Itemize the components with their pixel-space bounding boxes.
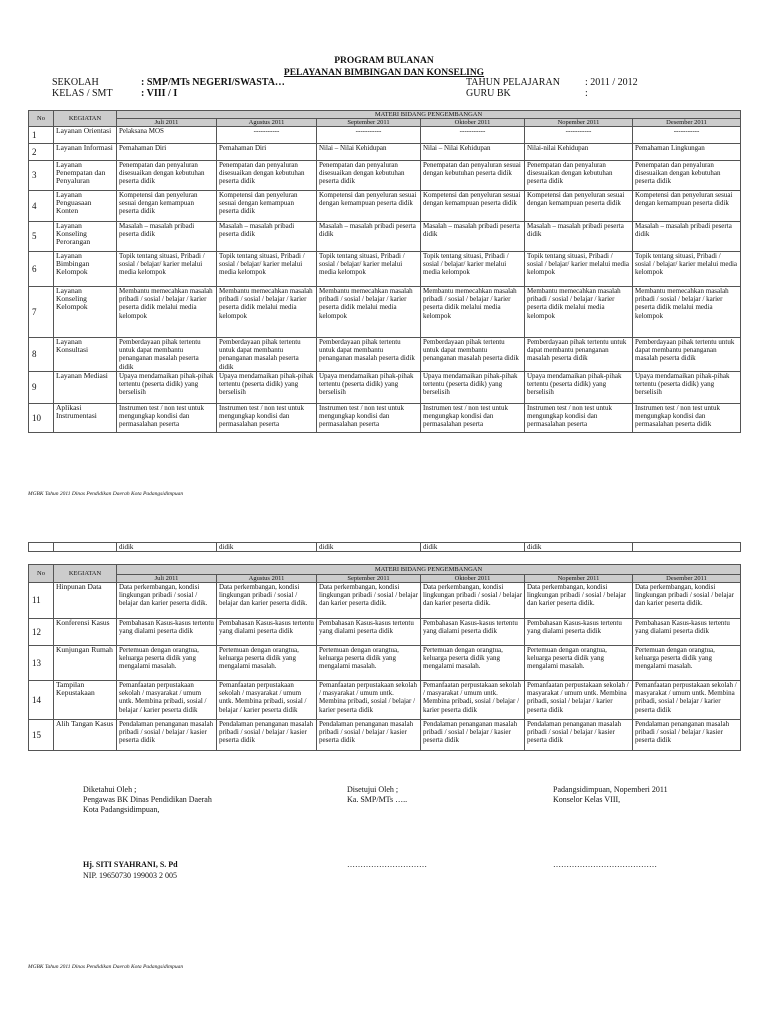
materi-cell: Pelaksana MOS: [117, 127, 217, 144]
materi-cell: Data perkembangan, kondisi lingkungan pribadi / sosial / belajar dan karier peserta didik.: [633, 583, 741, 619]
kegiatan-cell: Layanan Informasi: [54, 144, 117, 161]
sig-right-block: [553, 785, 668, 805]
table-row: [29, 681, 741, 720]
overflow-cell: [633, 543, 741, 552]
materi-cell: Topik tentang situasi, Pribadi / sosial / belajar/ karier melalui media kelompok: [421, 252, 525, 287]
materi-cell: Pemanfaatan perpustakaan sekolah / masyarakat / umum untk. Membina pribadi, sosial / belajar / karier peserta didik: [633, 681, 741, 720]
kegiatan-cell: Tampilan Kepustakaan: [54, 681, 117, 720]
kegiatan-cell: Aplikasi Instrumentasi: [54, 403, 117, 432]
materi-cell: Pemberdayaan pihak tertentu untuk dapat membantu penanganan masalah peserta didik: [421, 338, 525, 372]
materi-cell: Pemahaman Lingkungan: [633, 144, 741, 161]
row-number: 1: [29, 127, 54, 144]
materi-cell: Pertemuan dengan orangtua, keluarga peserta didik yang mengalami masalah.: [317, 646, 421, 681]
materi-cell: Pembahasan Kasus-kasus tertentu yang dialami peserta didik: [421, 619, 525, 646]
materi-cell: Membantu memecahkan masalah pribadi / sosial / belajar / karier peserta didik melalui media kelompok: [633, 287, 741, 338]
header-month: Nopember 2011: [525, 119, 633, 127]
materi-cell: Pemahaman Diri: [217, 144, 317, 161]
table-row: [29, 161, 741, 191]
signer-nip: NIP. 19650730 199003 2 005: [83, 871, 178, 880]
row-number: 13: [29, 646, 54, 681]
materi-cell: Instrumen test / non test untuk mengungkap kondisi dan permasalahan peserta: [117, 403, 217, 432]
table-row: [29, 583, 741, 619]
header-month: Agustus 2011: [217, 575, 317, 583]
materi-cell: Penempatan dan penyaluran disesuaikan dengan kebutuhan peserta didik: [525, 161, 633, 191]
materi-cell: Nilai-nilai Kehidupan: [525, 144, 633, 161]
materi-cell: Pendalaman penanganan masalah pribadi / sosial / belajar / kasier peserta didik: [317, 720, 421, 751]
overflow-cell: [54, 543, 117, 552]
row-number: 11: [29, 583, 54, 619]
materi-cell: Pembahasan Kasus-kasus tertentu yang dialami peserta didik: [633, 619, 741, 646]
kegiatan-cell: Layanan Penguasaan Konten: [54, 191, 117, 222]
materi-cell: Membantu memecahkan masalah pribadi / sosial / belajar / karier peserta didik melalui media kelompok: [117, 287, 217, 338]
row-number: 6: [29, 252, 54, 287]
overflow-cell: didik: [421, 543, 525, 552]
materi-cell: Pertemuan dengan orangtua, keluarga peserta didik yang mengalami masalah.: [117, 646, 217, 681]
materi-cell: Penempatan dan penyaluran disesuaikan dengan kebutuhan peserta didik: [117, 161, 217, 191]
materi-cell: Pendalaman penanganan masalah pribadi / sosial / belajar / kasier peserta didik: [421, 720, 525, 751]
materi-cell: Data perkembangan, kondisi lingkungan pribadi / sosial / belajar dan karier peserta didik.: [217, 583, 317, 619]
row-number: 15: [29, 720, 54, 751]
materi-cell: Pendalaman penanganan masalah pribadi / sosial / belajar / kasier peserta didik: [117, 720, 217, 751]
sig-left-block: [83, 785, 212, 815]
sig-mid-dots: …………………………: [347, 860, 427, 869]
table-row: [29, 252, 741, 287]
header-month: Juli 2011: [117, 119, 217, 127]
doc-subtitle: PELAYANAN BIMBINGAN DAN KONSELING: [283, 68, 485, 78]
materi-cell: -----------: [421, 127, 525, 144]
header-materi: MATERI BIDANG PENGEMBANGAN: [117, 565, 741, 575]
overflow-cell: didik: [525, 543, 633, 552]
row-number: 2: [29, 144, 54, 161]
materi-cell: Pemberdayaan pihak tertentu untuk dapat membantu penanganan masalah peserta didik: [317, 338, 421, 372]
table-row: [29, 619, 741, 646]
row-number: 5: [29, 222, 54, 252]
sekolah-value: : SMP/MTs NEGERI/SWASTA…: [141, 77, 285, 88]
row-number: 12: [29, 619, 54, 646]
table-row: [29, 646, 741, 681]
materi-cell: Masalah – masalah pribadi peserta didik: [317, 222, 421, 252]
materi-cell: Pemanfaatan perpustakaan sekolah / masyarakat / umum untk. Membina pribadi, sosial / belajar / karier peserta didik: [217, 681, 317, 720]
header-no: No: [29, 565, 54, 583]
sig-left-line2: Pengawas BK Dinas Pendidikan Daerah: [83, 795, 212, 804]
materi-cell: Pemahaman Diri: [117, 144, 217, 161]
materi-cell: Pemberdayaan pihak tertentu untuk dapat membantu penanganan masalah peserta didik: [525, 338, 633, 372]
materi-cell: Topik tentang situasi, Pribadi / sosial / belajar/ karier melalui media kelompok: [217, 252, 317, 287]
sig-mid-line2: Ka. SMP/MTs …..: [347, 795, 408, 804]
table-row: [29, 127, 741, 144]
materi-cell: Topik tentang situasi, Pribadi / sosial / belajar/ karier melalui media kelompok: [525, 252, 633, 287]
header-month: Oktober 2011: [421, 119, 525, 127]
materi-cell: Data perkembangan, kondisi lingkungan pribadi / sosial / belajar dan karier peserta didik.: [421, 583, 525, 619]
table-row: [29, 191, 741, 222]
kegiatan-cell: Layanan Bimbingan Kelompok: [54, 252, 117, 287]
signer-name: Hj. SITI SYAHRANI, S. Pd: [83, 860, 178, 869]
materi-cell: Membantu memecahkan masalah pribadi / sosial / belajar / karier peserta didik melalui media kelompok: [317, 287, 421, 338]
tahun-value: : 2011 / 2012: [585, 77, 638, 88]
materi-cell: Topik tentang situasi, Pribadi / sosial / belajar/ karier melalui media kelompok: [117, 252, 217, 287]
header-month: Oktober 2011: [421, 575, 525, 583]
kegiatan-cell: Layanan Konseling Perorangan: [54, 222, 117, 252]
sig-right-line1: Padangsidimpuan, Nopemberi 2011: [553, 785, 668, 794]
header-month: Desember 2011: [633, 119, 741, 127]
table-row: [29, 720, 741, 751]
header-month: September 2011: [317, 575, 421, 583]
materi-cell: Pemberdayaan pihak tertentu untuk dapat membantu penanganan masalah peserta didik: [117, 338, 217, 372]
sig-right-line2: Konselor Kelas VIII,: [553, 795, 621, 804]
table-row: [29, 403, 741, 432]
materi-cell: Pembahasan Kasus-kasus tertentu yang dialami peserta didik: [317, 619, 421, 646]
materi-cell: Pertemuan dengan orangtua, keluarga peserta didik yang mengalami masalah.: [633, 646, 741, 681]
materi-cell: Kompetensi dan penyeluran sesuai dengan kemampuan peserta didik: [117, 191, 217, 222]
materi-cell: Kompetensi dan penyeluran sesuai dengan kemampuan peserta didik: [525, 191, 633, 222]
overflow-cell: didik: [217, 543, 317, 552]
header-no: No: [29, 111, 54, 127]
materi-cell: Kompetensi dan penyeluran sesuai dengan kemampuan peserta didik: [633, 191, 741, 222]
sig-mid-line1: Disetujui Oleh ;: [347, 785, 399, 794]
row-number: 3: [29, 161, 54, 191]
materi-cell: Instrumen test / non test untuk mengungkap kondisi dan permasalahan peserta: [525, 403, 633, 432]
materi-cell: Membantu memecahkan masalah pribadi / sosial / belajar / karier peserta didik melalui media kelompok: [525, 287, 633, 338]
table-row: [29, 144, 741, 161]
sig-left-line3: Kota Padangsidimpuan,: [83, 805, 160, 814]
materi-cell: Pertemuan dengan orangtua, keluarga peserta didik yang mengalami masalah.: [525, 646, 633, 681]
materi-cell: Kompetensi dan penyeluran sesuai dengan kemampuan peserta didik: [421, 191, 525, 222]
overflow-cell: didik: [117, 543, 217, 552]
materi-cell: Instrumen test / non test untuk mengungkap kondisi dan permasalahan peserta: [217, 403, 317, 432]
materi-cell: Membantu memecahkan masalah pribadi / sosial / belajar / karier peserta didik melalui media kelompok: [421, 287, 525, 338]
table-row: [29, 222, 741, 252]
row-number: 4: [29, 191, 54, 222]
materi-cell: Penempatan dan penyaluran disesuaikan dengan kebutuhan peserta didik: [633, 161, 741, 191]
materi-cell: Data perkembangan, kondisi lingkungan pribadi / sosial / belajar dan karier peserta didik.: [317, 583, 421, 619]
header-month: Agustus 2011: [217, 119, 317, 127]
materi-cell: Kompetensi dan penyeluran sesuai dengan kemampuan peserta didik: [317, 191, 421, 222]
materi-cell: Penempatan dan penyaluran disesuaikan dengan kebutuhan peserta didik: [317, 161, 421, 191]
materi-cell: Pendalaman penanganan masalah pribadi / sosial / belajar / kasier peserta didik: [633, 720, 741, 751]
materi-cell: Masalah – masalah pribadi peserta didik: [525, 222, 633, 252]
materi-cell: Data perkembangan, kondisi lingkungan pribadi / sosial / belajar dan karier peserta didik.: [117, 583, 217, 619]
materi-cell: Pemberdayaan pihak tertentu untuk dapat membantu penanganan masalah peserta didik: [217, 338, 317, 372]
materi-cell: Topik tentang situasi, Pribadi / sosial / belajar/ karier melalui media kelompok: [633, 252, 741, 287]
header-kegiatan: KEGIATAN: [54, 565, 117, 583]
materi-cell: -----------: [217, 127, 317, 144]
materi-cell: Pemanfaatan perpustakaan sekolah / masyarakat / umum untk. Membina pribadi, sosial / belajar / karier peserta didik: [421, 681, 525, 720]
row-number: 14: [29, 681, 54, 720]
table-row: [29, 371, 741, 403]
materi-cell: Masalah – masalah pribadi peserta didik: [633, 222, 741, 252]
materi-cell: Masalah – masalah pribadi peserta didik: [117, 222, 217, 252]
row-number: 8: [29, 338, 54, 372]
header-materi: MATERI BIDANG PENGEMBANGAN: [117, 111, 741, 119]
materi-cell: Upaya mendamaikan pihak-pihak tertentu (peserta didik) yang berselisih: [421, 371, 525, 403]
materi-cell: Data perkembangan, kondisi lingkungan pribadi / sosial / belajar dan karier peserta didik.: [525, 583, 633, 619]
materi-cell: -----------: [633, 127, 741, 144]
materi-cell: Topik tentang situasi, Pribadi / sosial / belajar/ karier melalui media kelompok: [317, 252, 421, 287]
kegiatan-cell: Hinpunan Data: [54, 583, 117, 619]
row-number: 10: [29, 403, 54, 432]
materi-cell: Pembahasan Kasus-kasus tertentu yang dialami peserta didik: [217, 619, 317, 646]
sekolah-label: SEKOLAH: [52, 77, 99, 88]
materi-cell: Instrumen test / non test untuk mengungkap kondisi dan permasalahan peserta: [421, 403, 525, 432]
materi-cell: Pemanfaatan perpustakaan sekolah / masyarakat / umum untk. Membina pribadi, sosial / belajar / karier peserta didik: [317, 681, 421, 720]
materi-cell: Kompetensi dan penyeluran sesuai dengan kemampuan peserta didik: [217, 191, 317, 222]
header-month: Juli 2011: [117, 575, 217, 583]
materi-cell: Pendalaman penanganan masalah pribadi / sosial / belajar / kasier peserta didik: [217, 720, 317, 751]
materi-cell: Pertemuan dengan orangtua, keluarga peserta didik yang mengalami masalah.: [217, 646, 317, 681]
kegiatan-cell: Layanan Orientasi: [54, 127, 117, 144]
materi-cell: Upaya mendamaikan pihak-pihak tertentu (peserta didik) yang berselisih: [217, 371, 317, 403]
materi-cell: Instrumen test / non test untuk mengungkap kondisi dan permasalahan peserta didik: [633, 403, 741, 432]
materi-cell: Pemanfaatan perpustakaan sekolah / masyarakat / umum untk. Membina pribadi, sosial / belajar / karier peserta didik: [117, 681, 217, 720]
doc-title: PROGRAM BULANAN: [334, 56, 434, 66]
kegiatan-cell: Konferensi Kasus: [54, 619, 117, 646]
materi-cell: Masalah – masalah pribadi peserta didik: [421, 222, 525, 252]
materi-cell: Masalah – masalah pribadi peserta didik: [217, 222, 317, 252]
overflow-cell: didik: [317, 543, 421, 552]
header-month: Desember 2011: [633, 575, 741, 583]
kegiatan-cell: Kunjungan Rumah: [54, 646, 117, 681]
kelas-label: KELAS / SMT: [52, 88, 113, 99]
materi-cell: Penempatan dan penyaluran disesuaikan dengan kebutuhan peserta didik: [217, 161, 317, 191]
kegiatan-cell: Layanan Konsultasi: [54, 338, 117, 372]
materi-cell: -----------: [317, 127, 421, 144]
materi-cell: Instrumen test / non test untuk mengungkap kondisi dan permasalahan peserta: [317, 403, 421, 432]
kegiatan-cell: Layanan Mediasi: [54, 371, 117, 403]
table-row: [29, 338, 741, 372]
materi-cell: Pertemuan dengan orangtua, keluarga peserta didik yang mengalami masalah.: [421, 646, 525, 681]
guru-label: GURU BK: [466, 88, 511, 99]
materi-cell: Pemberdayaan pihak tertentu untuk dapat membantu penanganan masalah peserta didik: [633, 338, 741, 372]
kegiatan-cell: Alih Tangan Kasus: [54, 720, 117, 751]
materi-cell: Membantu memecahkan masalah pribadi / sosial / belajar / karier peserta didik melalui media kelompok: [217, 287, 317, 338]
row-number: 7: [29, 287, 54, 338]
program-table-1: [28, 110, 741, 433]
header-month: Nopember 2011: [525, 575, 633, 583]
materi-cell: Upaya mendamaikan pihak-pihak tertentu (peserta didik) yang berselisih: [317, 371, 421, 403]
materi-cell: -----------: [525, 127, 633, 144]
materi-cell: Pembahasan Kasus-kasus tertentu yang dialami peserta didik: [117, 619, 217, 646]
kelas-value: : VIII / I: [141, 88, 178, 99]
materi-cell: Upaya mendamaikan pihak-pihak tertentu (peserta didik) yang berselisih: [525, 371, 633, 403]
table-row: [29, 287, 741, 338]
materi-cell: Pemanfaatan perpustakaan sekolah / masyarakat / umum untk. Membina pribadi, sosial / belajar / karier peserta didik: [525, 681, 633, 720]
materi-cell: Pembahasan Kasus-kasus tertentu yang dialami peserta didik: [525, 619, 633, 646]
materi-cell: Nilai – Nilai Kehidupan: [421, 144, 525, 161]
materi-cell: Pendalaman penanganan masalah pribadi / sosial / belajar / kasier peserta didik: [525, 720, 633, 751]
overflow-row-table: [28, 542, 741, 552]
sig-mid-block: [347, 785, 407, 805]
row-number: 9: [29, 371, 54, 403]
materi-cell: Penempatan dan penyaluran sesuai dengan kebutuhan peserta didik: [421, 161, 525, 191]
materi-cell: Nilai – Nilai Kehidupan: [317, 144, 421, 161]
footnote-1: MGBK Tahun 2011 Dinas Pendidikan Daerah Kota Padangsidimpuan: [28, 491, 184, 497]
kegiatan-cell: Layanan Penempatan dan Penyaluran: [54, 161, 117, 191]
header-month: September 2011: [317, 119, 421, 127]
sig-right-dots: …………………………………: [553, 860, 657, 869]
overflow-cell: [29, 543, 54, 552]
program-table-2: [28, 564, 741, 751]
header-kegiatan: KEGIATAN: [54, 111, 117, 127]
sig-left-line1: Diketahui Oleh ;: [83, 785, 137, 794]
footnote-2: MGBK Tahun 2011 Dinas Pendidikan Daerah Kota Padangsidimpuan: [28, 964, 184, 970]
kegiatan-cell: Layanan Konseling Kelompok: [54, 287, 117, 338]
tahun-label: TAHUN PELAJARAN: [466, 77, 560, 88]
materi-cell: Upaya mendamaikan pihak-pihak tertentu (peserta didik) yang berselisih: [117, 371, 217, 403]
materi-cell: Upaya mendamaikan pihak-pihak tertentu (peserta didik) yang berselisih: [633, 371, 741, 403]
guru-value: :: [585, 88, 588, 99]
